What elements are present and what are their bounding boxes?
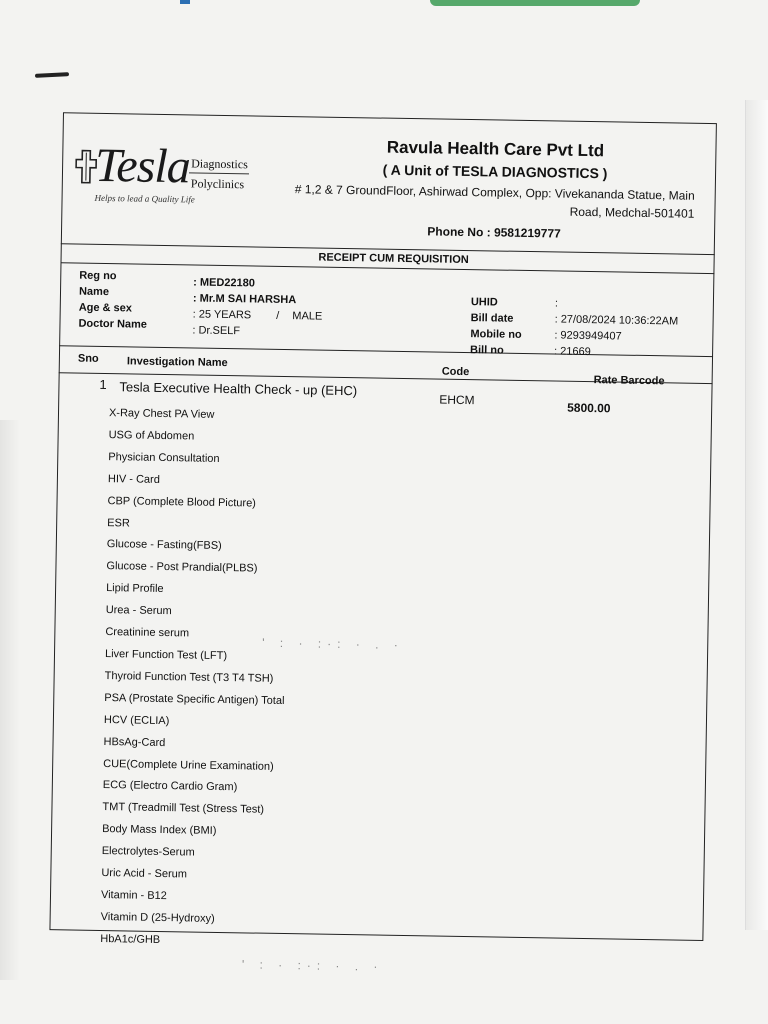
- investigation-item: TMT (Treadmill Test (Stress Test): [102, 801, 265, 817]
- bill-no-value: : 21669: [554, 345, 591, 359]
- logo-rule: [189, 172, 249, 174]
- package-name: Tesla Executive Health Check - up (EHC): [119, 379, 358, 399]
- page-shadow: [0, 420, 20, 980]
- bill-date-value: : 27/08/2024 10:36:22AM: [554, 313, 679, 328]
- investigation-item: USG of Abdomen: [108, 428, 195, 443]
- logo-tagline: Helps to lead a Quality Life: [94, 192, 195, 205]
- blue-smudge: [180, 0, 190, 4]
- investigation-item: HCV (ECLIA): [103, 713, 170, 727]
- investigation-list: [100, 403, 289, 954]
- investigation-item: ECG (Electro Cardio Gram): [102, 779, 238, 794]
- investigation-item: HIV - Card: [107, 472, 160, 486]
- sex-separator: /: [276, 309, 280, 322]
- mobile-no-value: : 9293949407: [554, 329, 622, 343]
- reg-no-value: : MED22180: [193, 276, 256, 290]
- investigation-item: Uric Acid - Serum: [101, 867, 188, 881]
- bill-date-label: Bill date: [470, 312, 514, 325]
- investigation-item: Vitamin - B12: [100, 888, 167, 903]
- investigation-item: Liver Function Test (LFT): [104, 648, 228, 663]
- pen-mark: [35, 72, 69, 78]
- company-name: Ravula Health Care Pvt Ltd: [386, 137, 605, 161]
- company-address: # 1,2 & 7 GroundFloor, Ashirwad Complex, Opp: Vivekananda Statue, Main Road, Medchal-501401: [294, 182, 695, 221]
- investigation-item: Urea - Serum: [105, 604, 172, 618]
- name-value: : Mr.M SAI HARSHA: [192, 292, 297, 307]
- investigation-item: CBP (Complete Blood Picture): [107, 494, 257, 510]
- investigation-item: Creatinine serum: [105, 626, 190, 640]
- ink-smudge: ' : · :·: · . ·: [262, 635, 404, 653]
- logo-wordmark: Tesla: [94, 138, 191, 194]
- sno-header: Sno: [77, 352, 99, 365]
- investigation-item: Body Mass Index (BMI): [102, 823, 217, 838]
- package-rate: 5800.00: [567, 400, 611, 416]
- investigation-item: HbA1c/GHB: [100, 932, 161, 946]
- sex-value: MALE: [292, 310, 323, 323]
- uhid-value: :: [554, 297, 559, 310]
- investigation-item: Lipid Profile: [106, 582, 164, 596]
- row-sno: 1: [99, 376, 107, 393]
- age-value: : 25 YEARS: [192, 308, 252, 322]
- bill-labels: [470, 294, 522, 359]
- investigation-item: CUE(Complete Urine Examination): [103, 757, 274, 773]
- receipt-sheet: [32, 112, 706, 974]
- investigation-item: Glucose - Fasting(FBS): [106, 538, 222, 553]
- receipt-title: RECEIPT CUM REQUISITION: [318, 251, 469, 267]
- reg-no-label: Reg no: [79, 269, 117, 283]
- green-smudge: [430, 0, 640, 6]
- rate-barcode-header: Rate Barcode: [593, 374, 665, 388]
- uhid-label: UHID: [470, 296, 498, 309]
- logo-polyclinics: Polyclinics: [190, 176, 245, 192]
- top-edge-smudge: [0, 0, 768, 10]
- logo-diagnostics: Diagnostics: [191, 156, 248, 172]
- package-code: EHCM: [439, 392, 475, 408]
- investigation-item: HBsAg-Card: [103, 735, 166, 749]
- code-header: Code: [441, 365, 470, 379]
- investigation-item: Electrolytes-Serum: [101, 845, 195, 859]
- investigation-name-header: Investigation Name: [126, 355, 228, 370]
- company-unit: ( A Unit of TESLA DIAGNOSTICS ): [382, 161, 608, 182]
- ink-smudge-bottom: ' : · :·: · . ·: [241, 957, 384, 974]
- bill-values: [554, 295, 679, 361]
- patient-labels: [78, 268, 148, 333]
- investigation-item: Physician Consultation: [108, 450, 220, 465]
- investigation-item: PSA (Prostate Specific Antigen) Total: [104, 691, 285, 707]
- investigation-item: Thyroid Function Test (T3 T4 TSH): [104, 669, 274, 685]
- company-header: [294, 136, 696, 243]
- mobile-no-label: Mobile no: [470, 328, 522, 341]
- investigation-item: Vitamin D (25-Hydroxy): [100, 910, 215, 925]
- age-sex-label: Age & sex: [78, 301, 133, 315]
- underlying-page-edge: [745, 100, 768, 930]
- investigation-item: Glucose - Post Prandial(PLBS): [106, 560, 258, 575]
- investigation-item: X-Ray Chest PA View: [108, 407, 215, 421]
- doctor-name-label: Doctor Name: [78, 317, 148, 331]
- name-label: Name: [78, 285, 110, 299]
- tesla-logo: [74, 132, 248, 215]
- doctor-name-value: : Dr.SELF: [192, 324, 241, 338]
- investigation-item: ESR: [107, 516, 130, 529]
- bill-no-label: Bill no: [470, 344, 504, 357]
- patient-values: [192, 274, 323, 340]
- company-phone: Phone No : 9581219777: [427, 224, 561, 241]
